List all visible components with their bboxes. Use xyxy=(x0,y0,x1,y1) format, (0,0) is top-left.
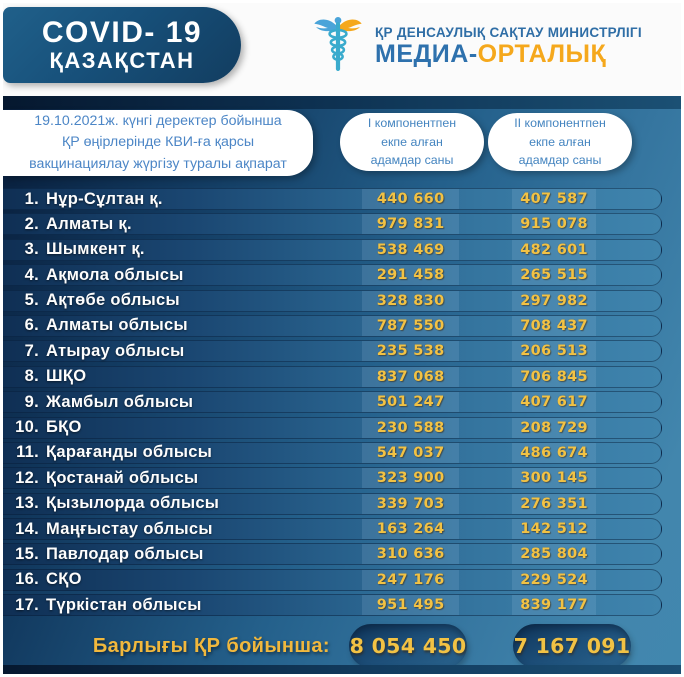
component1-value: 501 247 xyxy=(376,394,445,411)
row-number: 10. xyxy=(15,418,39,437)
col1-line-3: адамдар саны xyxy=(370,153,454,168)
component1-value: 291 458 xyxy=(376,267,445,284)
total-component2-badge xyxy=(513,624,631,668)
table-row xyxy=(3,442,662,464)
bottom-divider-strip xyxy=(3,665,681,674)
component1-cell xyxy=(362,443,459,463)
component2-value: 482 601 xyxy=(520,241,588,258)
region-name: Алматы қ. xyxy=(46,214,132,233)
table-row xyxy=(3,543,662,565)
total-component2-value: 7 167 091 xyxy=(513,634,631,658)
covid19-kazakhstan-badge xyxy=(3,7,241,83)
component2-value: 300 145 xyxy=(520,470,588,487)
component2-cell xyxy=(512,291,596,311)
table-row xyxy=(3,569,662,591)
total-component1-value: 8 054 450 xyxy=(349,634,467,658)
component1-cell xyxy=(362,189,459,209)
component1-value: 230 588 xyxy=(376,419,445,436)
regions-table xyxy=(3,188,681,620)
component1-cell xyxy=(362,316,459,336)
component1-value: 787 550 xyxy=(376,317,445,334)
component1-value: 440 660 xyxy=(376,191,445,207)
component2-value: 486 674 xyxy=(520,444,588,461)
col2-line-3: адамдар саны xyxy=(518,153,602,168)
component2-cell xyxy=(512,494,596,514)
component2-value: 297 982 xyxy=(520,292,588,309)
covid-subtitle: ҚАЗАҚСТАН xyxy=(49,48,195,74)
region-name: Нұр-Сұлтан қ. xyxy=(46,189,163,208)
content-area xyxy=(3,96,681,674)
total-label: Барлығы ҚР бойынша: xyxy=(92,635,330,657)
component2-cell xyxy=(512,240,596,260)
region-name: Павлодар облысы xyxy=(46,544,204,563)
component1-value: 247 176 xyxy=(376,571,445,588)
component1-cell xyxy=(362,494,459,514)
row-number: 7. xyxy=(24,341,39,360)
component1-cell xyxy=(362,214,459,234)
table-row xyxy=(3,417,662,439)
component1-cell xyxy=(362,468,459,488)
covid-title: COVID- 19 xyxy=(41,15,203,49)
component2-value: 706 845 xyxy=(520,368,588,385)
component1-cell xyxy=(362,519,459,539)
component1-value: 837 068 xyxy=(376,368,445,385)
top-divider-strip xyxy=(3,96,681,109)
component2-cell xyxy=(512,316,596,336)
col2-line-2: екпе алған xyxy=(529,134,591,149)
row-number: 16. xyxy=(15,570,39,589)
total-row xyxy=(3,624,681,668)
region-name: Атырау облысы xyxy=(46,341,185,360)
component1-cell xyxy=(362,570,459,590)
component2-value: 407 617 xyxy=(520,394,588,411)
logo-text xyxy=(375,25,642,69)
row-number: 4. xyxy=(24,265,39,284)
region-name: Қостанай облысы xyxy=(46,468,199,487)
component1-value: 979 831 xyxy=(376,216,445,233)
component2-cell xyxy=(512,392,596,412)
row-number: 17. xyxy=(15,595,39,614)
table-row xyxy=(3,188,662,210)
table-row xyxy=(3,340,662,362)
component2-cell xyxy=(512,519,596,539)
component2-value: 229 524 xyxy=(520,571,588,588)
component2-value: 407 587 xyxy=(520,191,588,207)
component2-value: 708 437 xyxy=(520,317,588,334)
row-number: 3. xyxy=(24,240,39,259)
component1-cell xyxy=(362,595,459,615)
region-name: Ақтөбе облысы xyxy=(46,291,180,310)
region-name: Ақмола облысы xyxy=(46,265,184,284)
table-row xyxy=(3,518,662,540)
row-number: 1. xyxy=(24,189,39,208)
component2-cell xyxy=(512,418,596,438)
row-number: 13. xyxy=(15,494,39,513)
component2-cell xyxy=(512,468,596,488)
table-row xyxy=(3,264,662,286)
row-number: 2. xyxy=(24,214,39,233)
info-line-1: 19.10.2021ж. күнгі деректер бойынша xyxy=(34,113,282,130)
component1-cell xyxy=(362,240,459,260)
table-row xyxy=(3,366,662,388)
component1-cell xyxy=(362,341,459,361)
region-name: Түркістан облысы xyxy=(46,595,202,614)
row-number: 8. xyxy=(24,367,39,386)
component1-value: 547 037 xyxy=(376,444,445,461)
component2-value: 915 078 xyxy=(520,216,588,233)
component2-value: 208 729 xyxy=(520,419,588,436)
header-band xyxy=(3,3,681,96)
table-row xyxy=(3,391,662,413)
region-name: Қызылорда облысы xyxy=(46,494,220,513)
row-number: 15. xyxy=(15,544,39,563)
ministry-logo xyxy=(311,13,642,80)
component1-cell xyxy=(362,544,459,564)
row-number: 5. xyxy=(24,291,39,310)
region-name: СҚО xyxy=(46,570,82,589)
component1-value: 235 538 xyxy=(376,343,445,360)
component1-cell xyxy=(362,418,459,438)
table-row xyxy=(3,594,662,616)
component2-value: 142 512 xyxy=(520,521,588,538)
component1-value: 339 703 xyxy=(376,495,445,512)
table-row xyxy=(3,467,662,489)
component2-value: 839 177 xyxy=(520,597,588,614)
component1-value: 328 830 xyxy=(376,292,445,309)
region-name: Алматы облысы xyxy=(46,316,188,335)
table-row xyxy=(3,290,662,312)
region-name: Шымкент қ. xyxy=(46,240,145,259)
row-number: 11. xyxy=(16,443,39,462)
component2-cell xyxy=(512,443,596,463)
component2-value: 265 515 xyxy=(520,267,588,284)
col2-line-1: ІІ компонентпен xyxy=(514,116,606,131)
region-name: БҚО xyxy=(46,418,82,437)
component2-cell xyxy=(512,544,596,564)
component2-cell xyxy=(512,214,596,234)
row-number: 14. xyxy=(15,519,39,538)
table-row xyxy=(3,315,662,337)
component2-value: 285 804 xyxy=(520,546,588,563)
table-row xyxy=(3,493,662,515)
column-header-component1 xyxy=(340,113,484,171)
info-line-2: ҚР өңірлерінде КВИ-ға қарсы xyxy=(61,134,255,151)
component2-value: 276 351 xyxy=(520,495,588,512)
table-row xyxy=(3,213,662,235)
region-name: Жамбыл облысы xyxy=(46,392,194,411)
component1-value: 538 469 xyxy=(376,241,445,258)
component2-cell xyxy=(512,367,596,387)
component2-value: 206 513 xyxy=(520,343,588,360)
region-name: ШҚО xyxy=(46,367,87,386)
caduceus-icon xyxy=(311,13,365,80)
region-name: Маңғыстау облысы xyxy=(46,519,213,538)
component1-cell xyxy=(362,392,459,412)
row-number: 12. xyxy=(15,468,39,487)
component2-cell xyxy=(512,265,596,285)
brand-media: МЕДИА- xyxy=(375,39,478,68)
component2-cell xyxy=(512,341,596,361)
component1-value: 323 900 xyxy=(376,470,445,487)
infographic-inner xyxy=(3,3,681,674)
row-number: 6. xyxy=(24,316,39,335)
component1-value: 310 636 xyxy=(376,546,445,563)
col1-line-2: екпе алған xyxy=(381,134,443,149)
component1-value: 163 264 xyxy=(376,521,445,538)
brand-ortalyq: ОРТАЛЫҚ xyxy=(477,39,607,68)
component1-value: 951 495 xyxy=(376,597,445,614)
table-row xyxy=(3,239,662,261)
info-line-3: вакцинациялау жүргізу туралы ақпарат xyxy=(29,155,287,172)
component2-cell xyxy=(512,595,596,615)
report-info-box xyxy=(3,110,313,176)
component2-cell xyxy=(512,189,596,209)
row-number: 9. xyxy=(24,392,39,411)
ministry-name: ҚР ДЕНСАУЛЫҚ САҚТАУ МИНИСТРЛІГІ xyxy=(375,24,642,40)
component1-cell xyxy=(362,367,459,387)
column-header-component2 xyxy=(488,113,632,171)
component1-cell xyxy=(362,291,459,311)
component2-cell xyxy=(512,570,596,590)
col1-line-1: І компонентпен xyxy=(367,116,457,131)
total-component1-badge xyxy=(349,624,467,668)
media-center-brand xyxy=(375,40,642,69)
region-name: Қарағанды облысы xyxy=(46,443,213,462)
component1-cell xyxy=(362,265,459,285)
